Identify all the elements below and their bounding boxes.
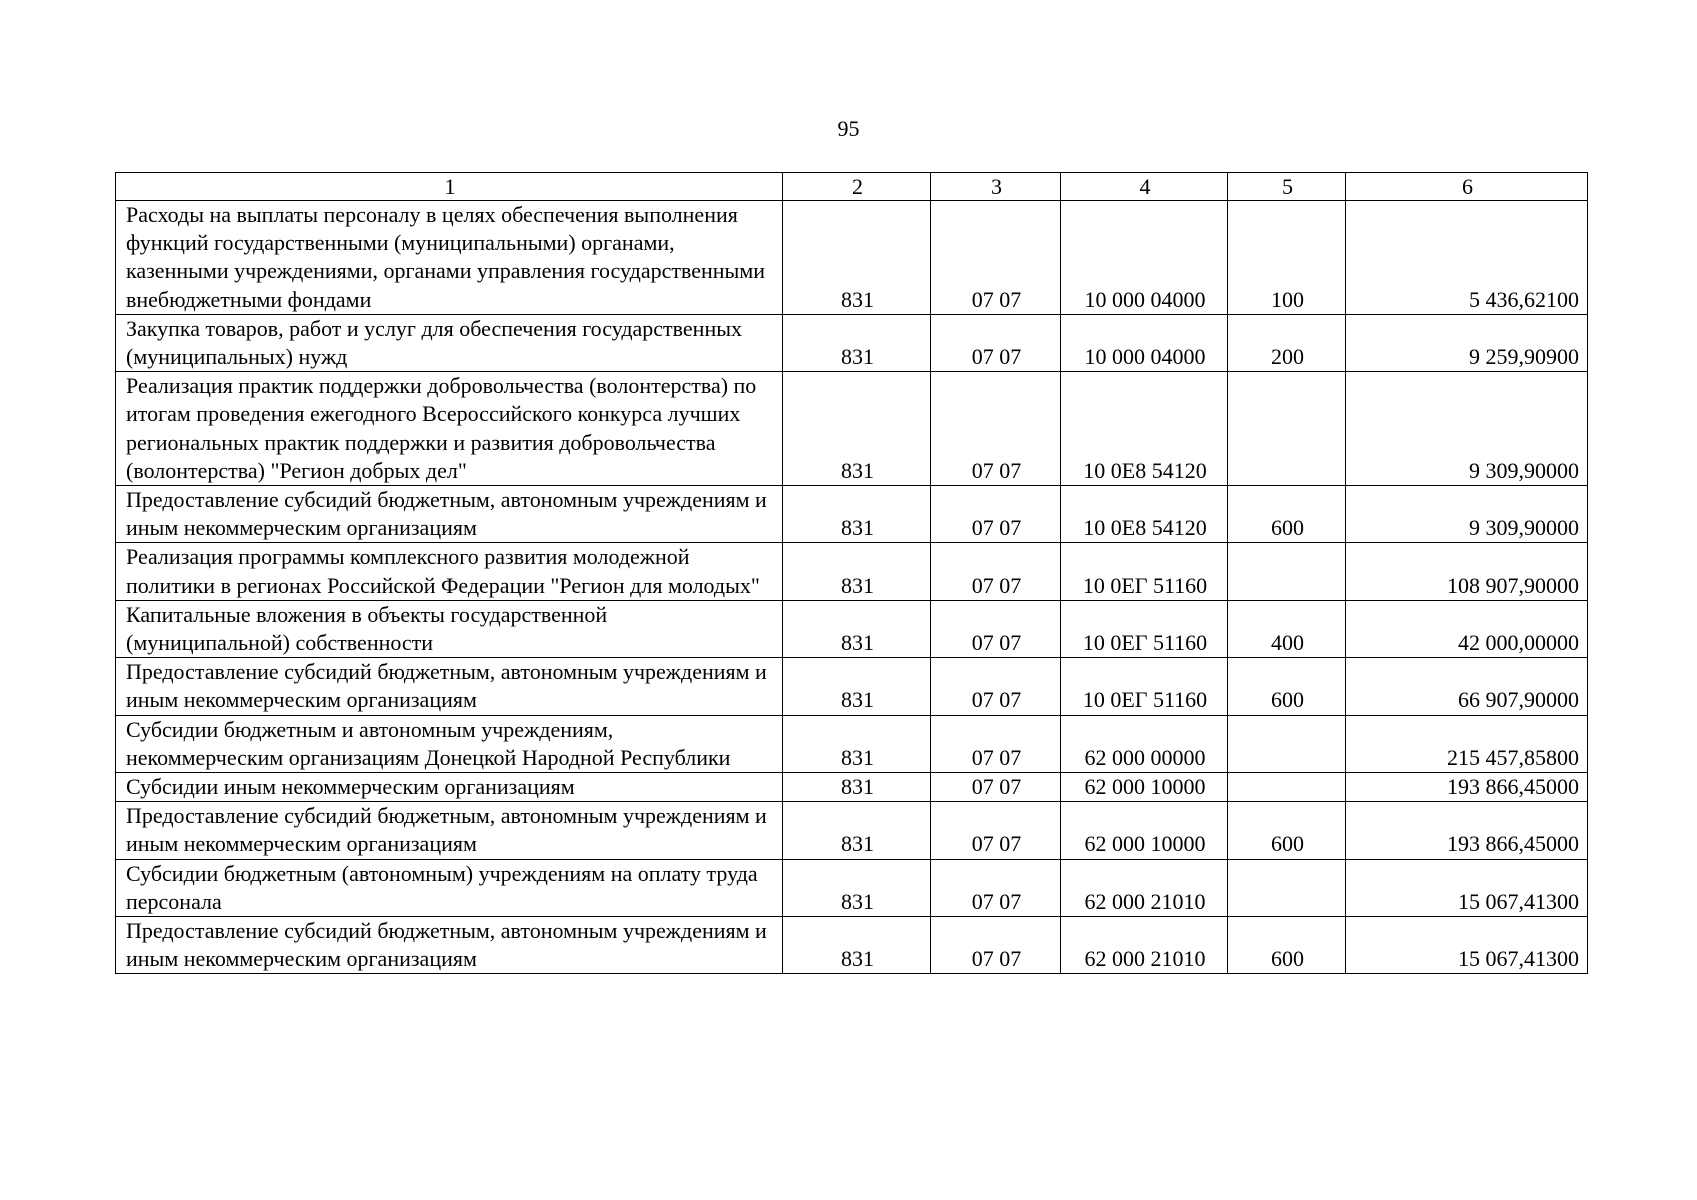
amount: 15 067,41300: [1346, 917, 1588, 974]
ministry-code: 831: [783, 201, 931, 315]
header-row: [116, 173, 1588, 201]
row-description: Субсидии бюджетным и автономным учреждениям, некоммерческим организациям Донецкой Народной Республики: [116, 715, 783, 772]
section-code: 07 07: [931, 773, 1061, 802]
ministry-code: 831: [783, 802, 931, 859]
target-article-code: 62 000 21010: [1061, 859, 1228, 916]
expense-type-code: 400: [1228, 600, 1346, 657]
target-article-code: 10 000 04000: [1061, 314, 1228, 371]
column-header: 6: [1346, 173, 1588, 201]
section-code: 07 07: [931, 486, 1061, 543]
ministry-code: 831: [783, 543, 931, 600]
amount: 193 866,45000: [1346, 773, 1588, 802]
section-code: 07 07: [931, 802, 1061, 859]
expense-type-code: 600: [1228, 486, 1346, 543]
table-row: [116, 600, 1588, 657]
column-header: 1: [116, 173, 783, 201]
expense-type-code: [1228, 372, 1346, 486]
row-description: Капитальные вложения в объекты государственной (муниципальной) собственности: [116, 600, 783, 657]
amount: 215 457,85800: [1346, 715, 1588, 772]
ministry-code: 831: [783, 715, 931, 772]
row-description: Расходы на выплаты персоналу в целях обеспечения выполнения функций государственными (муниципальными) органами, казенными учреждениями, органами управления государственными внебюджетными фондами: [116, 201, 783, 315]
target-article-code: 10 000 04000: [1061, 201, 1228, 315]
table-row: [116, 917, 1588, 974]
row-description: Субсидии иным некоммерческим организациям: [116, 773, 783, 802]
expense-type-code: [1228, 715, 1346, 772]
section-code: 07 07: [931, 600, 1061, 657]
row-description: Предоставление субсидий бюджетным, автономным учреждениям и иным некоммерческим организациям: [116, 802, 783, 859]
expense-type-code: [1228, 859, 1346, 916]
row-description: Субсидии бюджетным (автономным) учреждениям на оплату труда персонала: [116, 859, 783, 916]
amount: 108 907,90000: [1346, 543, 1588, 600]
section-code: 07 07: [931, 201, 1061, 315]
target-article-code: 10 0ЕГ 51160: [1061, 600, 1228, 657]
ministry-code: 831: [783, 658, 931, 715]
row-description: Предоставление субсидий бюджетным, автономным учреждениям и иным некоммерческим организациям: [116, 658, 783, 715]
amount: 9 309,90000: [1346, 486, 1588, 543]
column-header: 2: [783, 173, 931, 201]
table-row: [116, 859, 1588, 916]
expense-type-code: 600: [1228, 802, 1346, 859]
target-article-code: 10 0Е8 54120: [1061, 372, 1228, 486]
target-article-code: 62 000 10000: [1061, 802, 1228, 859]
table-row: [116, 486, 1588, 543]
target-article-code: 62 000 21010: [1061, 917, 1228, 974]
budget-table: [115, 172, 1588, 974]
row-description: Реализация практик поддержки добровольчества (волонтерства) по итогам проведения ежегодного Всероссийского конкурса лучших региональных практик поддержки и развития добровольчества (волонтерства) "Регион добрых дел": [116, 372, 783, 486]
amount: 193 866,45000: [1346, 802, 1588, 859]
ministry-code: 831: [783, 917, 931, 974]
row-description: Реализация программы комплексного развития молодежной политики в регионах Российской Федерации "Регион для молодых": [116, 543, 783, 600]
table-row: [116, 201, 1588, 315]
target-article-code: 62 000 00000: [1061, 715, 1228, 772]
row-description: Закупка товаров, работ и услуг для обеспечения государственных (муниципальных) нужд: [116, 314, 783, 371]
expense-type-code: [1228, 773, 1346, 802]
table-row: [116, 658, 1588, 715]
expense-type-code: 100: [1228, 201, 1346, 315]
target-article-code: 10 0ЕГ 51160: [1061, 658, 1228, 715]
row-description: Предоставление субсидий бюджетным, автономным учреждениям и иным некоммерческим организациям: [116, 917, 783, 974]
target-article-code: 10 0ЕГ 51160: [1061, 543, 1228, 600]
target-article-code: 10 0Е8 54120: [1061, 486, 1228, 543]
section-code: 07 07: [931, 543, 1061, 600]
expense-type-code: 600: [1228, 658, 1346, 715]
column-header: 3: [931, 173, 1061, 201]
expense-type-code: 200: [1228, 314, 1346, 371]
page-number: 95: [837, 116, 860, 141]
amount: 5 436,62100: [1346, 201, 1588, 315]
table-row: [116, 372, 1588, 486]
ministry-code: 831: [783, 773, 931, 802]
section-code: 07 07: [931, 715, 1061, 772]
expense-type-code: 600: [1228, 917, 1346, 974]
column-header: 4: [1061, 173, 1228, 201]
expense-type-code: [1228, 543, 1346, 600]
section-code: 07 07: [931, 859, 1061, 916]
ministry-code: 831: [783, 859, 931, 916]
amount: 9 259,90900: [1346, 314, 1588, 371]
ministry-code: 831: [783, 314, 931, 371]
section-code: 07 07: [931, 314, 1061, 371]
row-description: Предоставление субсидий бюджетным, автономным учреждениям и иным некоммерческим организациям: [116, 486, 783, 543]
ministry-code: 831: [783, 486, 931, 543]
table-row: [116, 715, 1588, 772]
target-article-code: 62 000 10000: [1061, 773, 1228, 802]
table-row: [116, 773, 1588, 802]
column-header: 5: [1228, 173, 1346, 201]
ministry-code: 831: [783, 372, 931, 486]
table-row: [116, 802, 1588, 859]
table-row: [116, 314, 1588, 371]
section-code: 07 07: [931, 658, 1061, 715]
amount: 66 907,90000: [1346, 658, 1588, 715]
amount: 9 309,90000: [1346, 372, 1588, 486]
amount: 42 000,00000: [1346, 600, 1588, 657]
section-code: 07 07: [931, 917, 1061, 974]
ministry-code: 831: [783, 600, 931, 657]
section-code: 07 07: [931, 372, 1061, 486]
amount: 15 067,41300: [1346, 859, 1588, 916]
table-row: [116, 543, 1588, 600]
